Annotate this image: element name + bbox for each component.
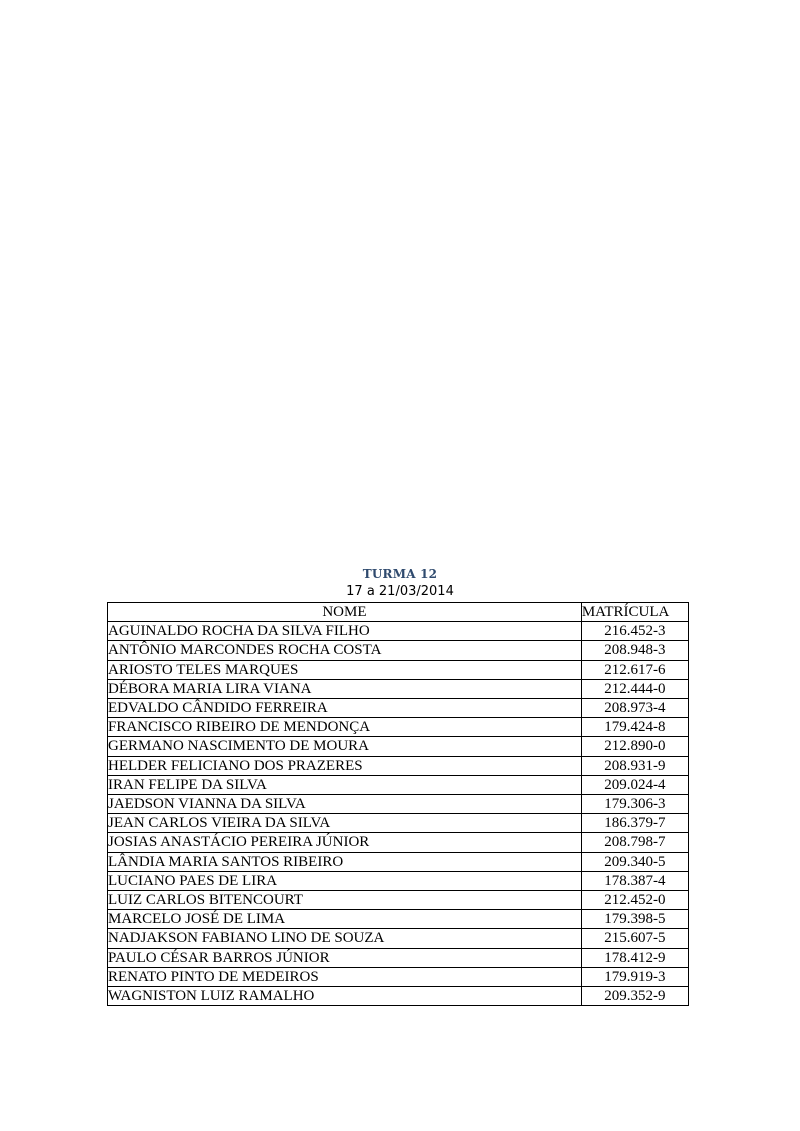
student-matricula: 212.452-0 xyxy=(581,891,688,910)
student-matricula: 209.352-9 xyxy=(581,987,688,1006)
student-name: GERMANO NASCIMENTO DE MOURA xyxy=(108,737,582,756)
student-name: FRANCISCO RIBEIRO DE MENDONÇA xyxy=(108,718,582,737)
roster-table xyxy=(107,602,689,1006)
student-matricula: 215.607-5 xyxy=(581,929,688,948)
student-name: LUCIANO PAES DE LIRA xyxy=(108,871,582,890)
table-row xyxy=(108,967,689,986)
student-matricula: 178.387-4 xyxy=(581,871,688,890)
student-matricula: 179.306-3 xyxy=(581,795,688,814)
table-row xyxy=(108,737,689,756)
student-matricula: 179.424-8 xyxy=(581,718,688,737)
page-title: TURMA 12 xyxy=(362,567,438,581)
table-row xyxy=(108,660,689,679)
student-matricula: 212.617-6 xyxy=(581,660,688,679)
student-matricula: 212.444-0 xyxy=(581,679,688,698)
student-name: AGUINALDO ROCHA DA SILVA FILHO xyxy=(108,622,582,641)
student-matricula: 179.919-3 xyxy=(581,967,688,986)
table-row xyxy=(108,987,689,1006)
table-row xyxy=(108,891,689,910)
table-row xyxy=(108,756,689,775)
student-name: JAEDSON VIANNA DA SILVA xyxy=(108,795,582,814)
student-matricula: 208.798-7 xyxy=(581,833,688,852)
student-matricula: 178.412-9 xyxy=(581,948,688,967)
student-name: HELDER FELICIANO DOS PRAZERES xyxy=(108,756,582,775)
student-name: IRAN FELIPE DA SILVA xyxy=(108,775,582,794)
table-row xyxy=(108,679,689,698)
table-row xyxy=(108,641,689,660)
table-row xyxy=(108,910,689,929)
column-header-matricula: MATRÍCULA xyxy=(581,603,688,622)
student-matricula: 209.024-4 xyxy=(581,775,688,794)
student-matricula: 212.890-0 xyxy=(581,737,688,756)
student-name: ANTÔNIO MARCONDES ROCHA COSTA xyxy=(108,641,582,660)
table-row xyxy=(108,795,689,814)
student-name: JEAN CARLOS VIEIRA DA SILVA xyxy=(108,814,582,833)
student-name: ARIOSTO TELES MARQUES xyxy=(108,660,582,679)
table-row xyxy=(108,718,689,737)
table-row xyxy=(108,775,689,794)
student-name: NADJAKSON FABIANO LINO DE SOUZA xyxy=(108,929,582,948)
student-name: DÉBORA MARIA LIRA VIANA xyxy=(108,679,582,698)
student-matricula: 208.973-4 xyxy=(581,699,688,718)
student-name: WAGNISTON LUIZ RAMALHO xyxy=(108,987,582,1006)
student-name: LUIZ CARLOS BITENCOURT xyxy=(108,891,582,910)
date-range: 17 a 21/03/2014 xyxy=(346,584,454,599)
student-matricula: 216.452-3 xyxy=(581,622,688,641)
table-header-row xyxy=(108,603,689,622)
table-row xyxy=(108,929,689,948)
student-matricula: 208.931-9 xyxy=(581,756,688,775)
table-row xyxy=(108,833,689,852)
student-matricula: 208.948-3 xyxy=(581,641,688,660)
student-name: RENATO PINTO DE MEDEIROS xyxy=(108,967,582,986)
table-row xyxy=(108,852,689,871)
table-row xyxy=(108,699,689,718)
student-name: LÂNDIA MARIA SANTOS RIBEIRO xyxy=(108,852,582,871)
student-name: PAULO CÉSAR BARROS JÚNIOR xyxy=(108,948,582,967)
column-header-nome: NOME xyxy=(108,603,582,622)
table-row xyxy=(108,871,689,890)
student-name: EDVALDO CÂNDIDO FERREIRA xyxy=(108,699,582,718)
student-matricula: 209.340-5 xyxy=(581,852,688,871)
student-name: MARCELO JOSÉ DE LIMA xyxy=(108,910,582,929)
student-name: JOSIAS ANASTÁCIO PEREIRA JÚNIOR xyxy=(108,833,582,852)
student-matricula: 179.398-5 xyxy=(581,910,688,929)
table-row xyxy=(108,948,689,967)
student-matricula: 186.379-7 xyxy=(581,814,688,833)
table-row xyxy=(108,814,689,833)
table-row xyxy=(108,622,689,641)
